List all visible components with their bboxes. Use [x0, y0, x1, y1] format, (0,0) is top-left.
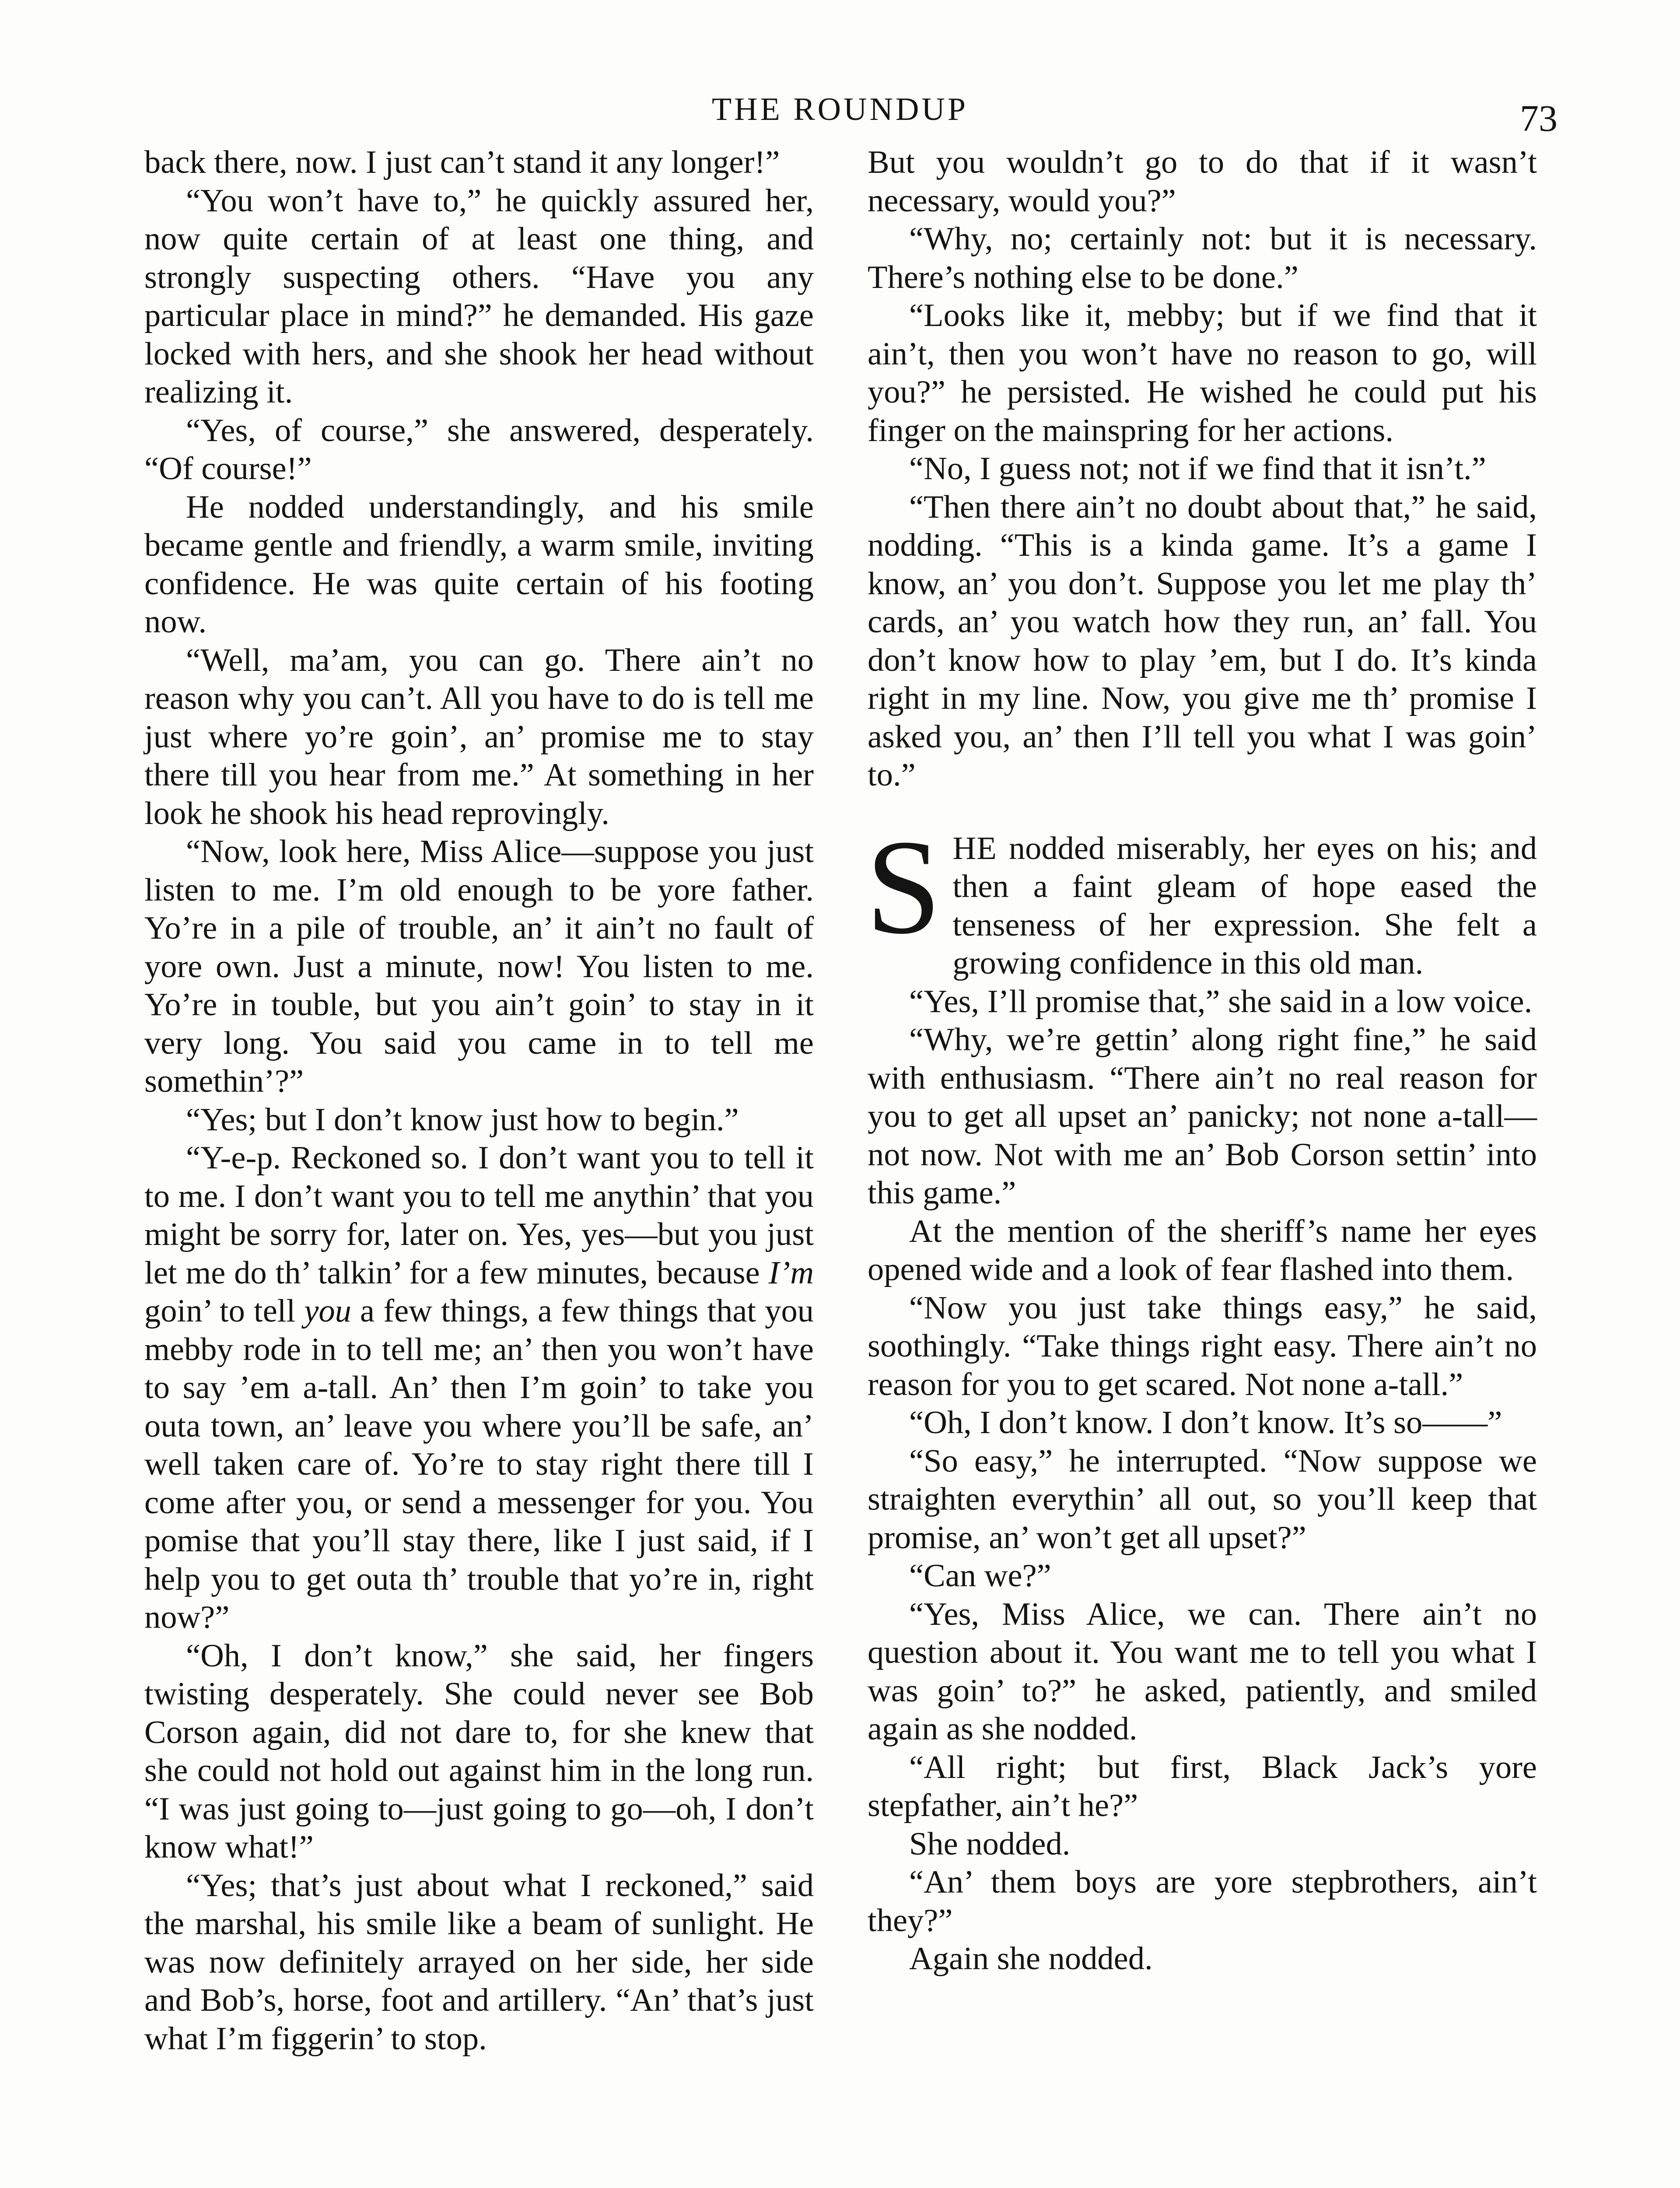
paragraph: “Yes, I’ll promise that,” she said in a low voice.	[909, 983, 1533, 1020]
italic-text: you	[304, 1293, 351, 1329]
paragraph: “Oh, I don’t know. I don’t know. It’s so——”	[909, 1405, 1502, 1441]
paragraph: “Then there ain’t no doubt about that,” he said, nodding. “This is a kinda game. It’s a game I know, an’ you don’t. Suppose you let me play th’ cards, an’ you watch how they run, an’ fall. You don’t know how to play ’em, but I do. It’s kinda right in my line. Now, you give me th’ promise I asked you, an’ then I’ll tell you what I was goin’ to.”	[868, 489, 1537, 793]
paragraph: “Can we?”	[909, 1558, 1051, 1594]
paragraph: But you wouldn’t go to do that if it wasn’t necessary, would you?”	[868, 144, 1537, 219]
paragraph: “So easy,” he interrupted. “Now suppose we straighten everythin’ all out, so you’ll keep that promise, an’ won’t get all upset?”	[868, 1443, 1537, 1556]
text-run: goin’ to tell	[144, 1293, 304, 1329]
paragraph: “Yes; that’s just about what I reckoned,” said the marshal, his smile like a beam of sunlight. He was now definitely arrayed on her side, her side and Bob’s, horse, foot and artillery. “An’ that’s just what I’m figgerin’ to stop.	[144, 1867, 814, 2057]
paragraph: “You won’t have to,” he quickly assured her, now quite certain of at least one thing, and strongly suspecting others. “Have you any particular place in mind?” he demanded. His gaze locked with hers, and she shook her head without realizing it.	[144, 182, 814, 410]
paragraph: “Yes, Miss Alice, we can. There ain’t no question about it. You want me to tell you what I was goin’ to?” he asked, patiently, and smiled again as she nodded.	[868, 1596, 1537, 1747]
left-column	[144, 144, 814, 2058]
paragraph: Again she nodded.	[909, 1941, 1153, 1977]
paragraph: “Now, look here, Miss Alice—suppose you just listen to me. I’m old enough to be yore father. Yo’re in a pile of trouble, an’ it ain’t no fault of yore own. Just a minute, now! You listen to me. Yo’re in touble, but you ain’t goin’ to stay in it very long. You said you came in to tell me somethin’?”	[144, 834, 814, 1099]
paragraph: He nodded understandingly, and his smile became gentle and friendly, a warm smile, inviting confidence. He was quite certain of his footing now.	[144, 489, 814, 640]
text-run: “Y-e-p. Reckoned so. I don’t want you to tell it to me. I don’t want you to tell me anythin’ that you might be sorry for, later on. Yes, yes—but you just let me do th’ talkin’ for a few minutes, because	[144, 1140, 814, 1291]
paragraph: “Why, no; certainly not: but it is necessary. There’s nothing else to be done.”	[868, 221, 1537, 295]
paragraph: “Well, ma’am, you can go. There ain’t no reason why you can’t. All you have to do is tell me just where yo’re goin’, an’ promise me to stay there till you hear from me.” At something in her look he shook his head reprovingly.	[144, 642, 814, 831]
page-number: 73	[1520, 97, 1558, 139]
paragraph: “Yes, of course,” she answered, desperately. “Of course!”	[144, 412, 814, 487]
paragraph: “Looks like it, mebby; but if we find that it ain’t, then you won’t have no reason to go, will you?” he persisted. He wished he could put his finger on the mainspring for her actions.	[868, 298, 1537, 449]
italic-text: I’m	[768, 1255, 814, 1291]
drop-cap: S	[866, 812, 942, 962]
running-title: THE ROUNDUP	[711, 91, 969, 127]
text-run: a few things, a few things that you mebby rode in to tell me; an’ then you won’t have to say ’em a-tall. An’ then I’m goin’ to take you outa town, an’ leave you where you’ll be safe, an’ well taken care of. Yo’re to stay right there till I come after you, or send a messenger for you. You pomise that you’ll stay there, like I just said, if I help you to get outa th’ trouble that yo’re in, right now?”	[144, 1293, 814, 1635]
paragraph: She nodded.	[909, 1826, 1071, 1862]
dropcap-paragraph	[866, 812, 1537, 983]
paragraph: At the mention of the sheriff’s name her eyes opened wide and a look of fear flashed into them.	[868, 1213, 1537, 1287]
paragraph: “Yes; but I don’t know just how to begin.”	[186, 1101, 739, 1138]
paragraph-with-italics	[144, 1139, 814, 1637]
paragraph: “Now you just take things easy,” he said, soothingly. “Take things right easy. There ain’t no reason for you to get scared. Not none a-tall.”	[868, 1290, 1537, 1403]
paragraph: “All right; but first, Black Jack’s yore stepfather, ain’t he?”	[868, 1749, 1537, 1823]
paragraph: “Oh, I don’t know,” she said, her fingers twisting desperately. She could never see Bob Corson again, did not dare to, for she knew that she could not hold out against him in the long run. “I was just going to—just going to go—oh, I don’t know what!”	[144, 1637, 814, 1865]
paragraph: back there, now. I just can’t stand it any longer!”	[144, 144, 780, 180]
paragraph: “No, I guess not; not if we find that it isn’t.”	[909, 451, 1486, 487]
paragraph: “Why, we’re gettin’ along right fine,” he said with enthusiasm. “There ain’t no real reason for you to get all upset an’ panicky; not none a-tall—not now. Not with me an’ Bob Corson settin’ into this game.”	[868, 1022, 1537, 1211]
right-column	[868, 144, 1537, 1978]
lead-in-caps: HE	[952, 830, 997, 866]
text-run: nodded miserably, her eyes on his; and then a faint gleam of hope eased the tenseness of her expression. She felt a growing confidence in this old man.	[952, 830, 1537, 981]
paragraph: “An’ them boys are yore stepbrothers, ain’t they?”	[868, 1864, 1537, 1939]
running-head	[0, 88, 1680, 139]
